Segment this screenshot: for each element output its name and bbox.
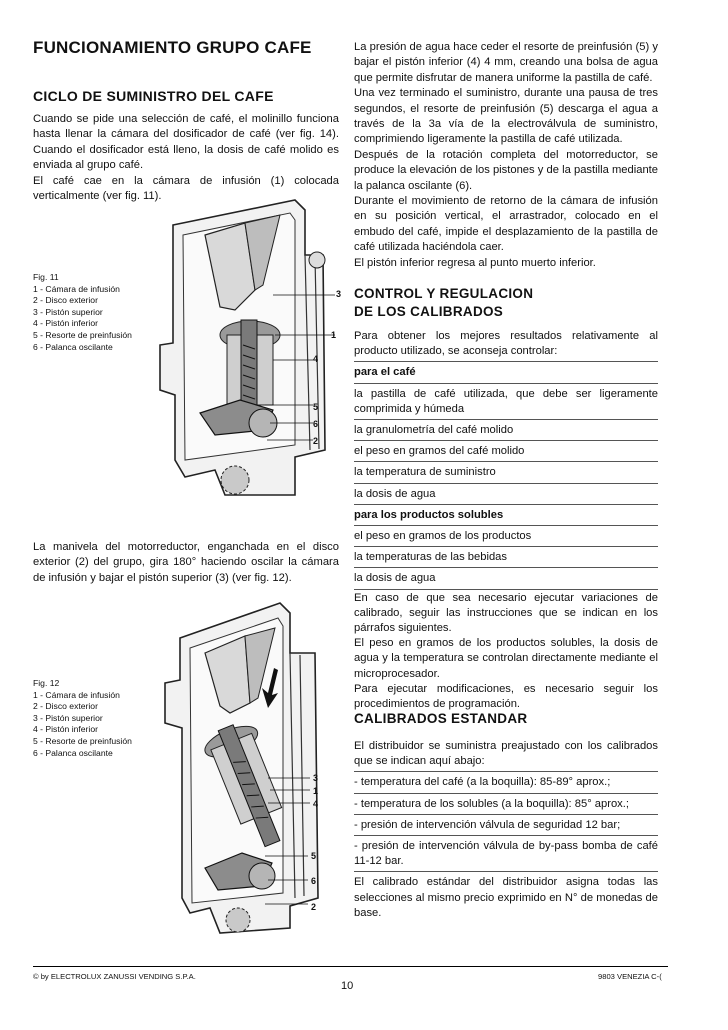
fig11-callout: 3 — [336, 289, 342, 299]
fig12-callout: 6 — [311, 876, 317, 886]
right-intro-paragraph: La presión de agua hace ceder el resorte de preinfusión (5) y bajar el pistón inferior (4) 4 mm, creando una bolsa de agua que permite disfrutar de manera uniforme la pastilla de café. Una vez terminado el suministro, durante una pausa de tres segundos, el resorte de preinfusión (5) descarga el agua a través de la 3a vía de la electroválvula de suministro, comprimiendo ligeramente la pastilla de café utilizada. Después de la rotación completa del motorreductor, se produce la elevación de los pistones y de la pastilla mediante la palanca oscilante (6). Durante el movimiento de retorno de la cámara de infusión en su posición vertical, el arrastrador, colocado en el embudo del café, impide el desplazamiento de la pastilla de café utilizada haciéndola caer. El pistón inferior regresa al punto muerto inferior. — [354, 41, 658, 269]
fig11-item: 1 - Cámara de infusión — [33, 283, 120, 294]
fig11-item: 4 - Pistón inferior — [33, 318, 98, 329]
estandar-item: - temperatura del café (a la boquilla): 85-89° aprox.; — [354, 772, 658, 793]
estandar-list — [354, 736, 658, 923]
footer-rule — [33, 966, 668, 967]
fig12-callout: 1 — [313, 786, 319, 796]
estandar-heading: CALIBRADOS ESTANDAR — [354, 711, 528, 726]
fig11-callout: 2 — [313, 436, 319, 446]
fig11-callout: 5 — [313, 402, 319, 412]
estandar-section — [354, 710, 658, 728]
control-heading-line1: CONTROL Y REGULACION — [354, 286, 534, 301]
solubles-item: la dosis de agua — [354, 568, 658, 589]
solubles-item: la temperaturas de las bebidas — [354, 547, 658, 568]
fig11-caption — [33, 272, 132, 353]
fig12-caption — [33, 678, 132, 759]
fig12-item: 6 - Palanca oscilante — [33, 747, 113, 758]
fig11-item: 6 - Palanca oscilante — [33, 341, 113, 352]
section-heading-ciclo: CICLO DE SUMINISTRO DEL CAFE — [33, 88, 274, 104]
estandar-closing: El calibrado estándar del distribuidor asigna todas las selecciones al mismo precio exprimido en N° de monedas de base. — [354, 876, 658, 919]
control-item: el peso en gramos del café molido — [354, 441, 658, 462]
footer-doc-code: 9803 VENEZIA C-( — [598, 972, 662, 981]
solubles-item: el peso en gramos de los productos — [354, 526, 658, 547]
estandar-item: - temperatura de los solubles (a la boquilla): 85° aprox.; — [354, 794, 658, 815]
fig12-item: 4 - Pistón inferior — [33, 724, 98, 735]
control-item: la temperatura de suministro — [354, 462, 658, 483]
control-section — [354, 285, 658, 321]
control-item: la granulometría del café molido — [354, 420, 658, 441]
cafe-heading: para el café — [354, 362, 658, 383]
estandar-item: - presión de intervención válvula de by-pass bomba de café 11-12 bar. — [354, 836, 658, 872]
fig12-illustration — [150, 598, 345, 938]
fig11-callout: 4 — [313, 354, 319, 364]
fig12-callout: 4 — [313, 799, 319, 809]
control-list — [354, 326, 658, 714]
control-heading-line2: DE LOS CALIBRADOS — [354, 304, 504, 319]
footer-copyright: © by ELECTROLUX ZANUSSI VENDING S.P.A. — [33, 972, 196, 981]
fig12-item: 3 - Pistón superior — [33, 712, 103, 723]
intro-paragraph: Cuando se pide una selección de café, el molinillo funciona hasta llenar la cámara del dosificador de café (ver fig. 14). Cuando el dosificador está lleno, la dosis de café molido es enviada al grupo café. El café cae en la cámara de infusión (1) colocada verticalmente (ver fig. 11). — [33, 113, 339, 203]
fig11-item: 3 - Pistón superior — [33, 306, 103, 317]
page-title: FUNCIONAMIENTO GRUPO CAFE — [33, 38, 312, 57]
fig12-item: 1 - Cámara de infusión — [33, 689, 120, 700]
fig12-caption-title: Fig. 12 — [33, 678, 60, 688]
estandar-item: - presión de intervención válvula de seguridad 12 bar; — [354, 815, 658, 836]
estandar-intro: El distribuidor se suministra preajustado con los calibrados que se indican aquí abajo: — [354, 736, 658, 772]
fig12-callout: 5 — [311, 851, 317, 861]
fig11-caption-title: Fig. 11 — [33, 272, 59, 282]
manivela-paragraph: La manivela del motorreductor, enganchada en el disco exterior (2) del grupo, gira 180° haciendo oscilar la cámara de infusión y bajar el pistón superior (3) (ver fig. 12). — [33, 541, 339, 584]
page-number: 10 — [341, 980, 354, 992]
control-item: la dosis de agua — [354, 484, 658, 505]
solubles-heading: para los productos solubles — [354, 505, 658, 526]
fig12-callout: 2 — [311, 902, 317, 912]
fig11-item: 2 - Disco exterior — [33, 295, 98, 306]
fig12-item: 2 - Disco exterior — [33, 701, 98, 712]
control-intro: Para obtener los mejores resultados relativamente al producto utilizado, se aconseja controlar: — [354, 326, 658, 362]
fig11-item: 5 - Resorte de preinfusión — [33, 329, 132, 340]
fig11-callout: 1 — [331, 330, 337, 340]
fig12-item: 5 - Resorte de preinfusión — [33, 735, 132, 746]
fig12-callout: 3 — [313, 773, 319, 783]
control-closing: En caso de que sea necesario ejecutar variaciones de calibrado, seguir las instrucciones que se indican en los párrafos siguientes. El peso en gramos de los productos solubles, la dosis de agua y la temperatura se controlan directamente mediante el microprocesador. Para ejecutar modificaciones, es necesario seguir los procedimientos de programación. — [354, 591, 658, 711]
control-item: la pastilla de café utilizada, que debe ser ligeramente comprimida y húmeda — [354, 384, 658, 420]
fig11-illustration — [145, 195, 345, 500]
fig11-callout: 6 — [313, 419, 319, 429]
